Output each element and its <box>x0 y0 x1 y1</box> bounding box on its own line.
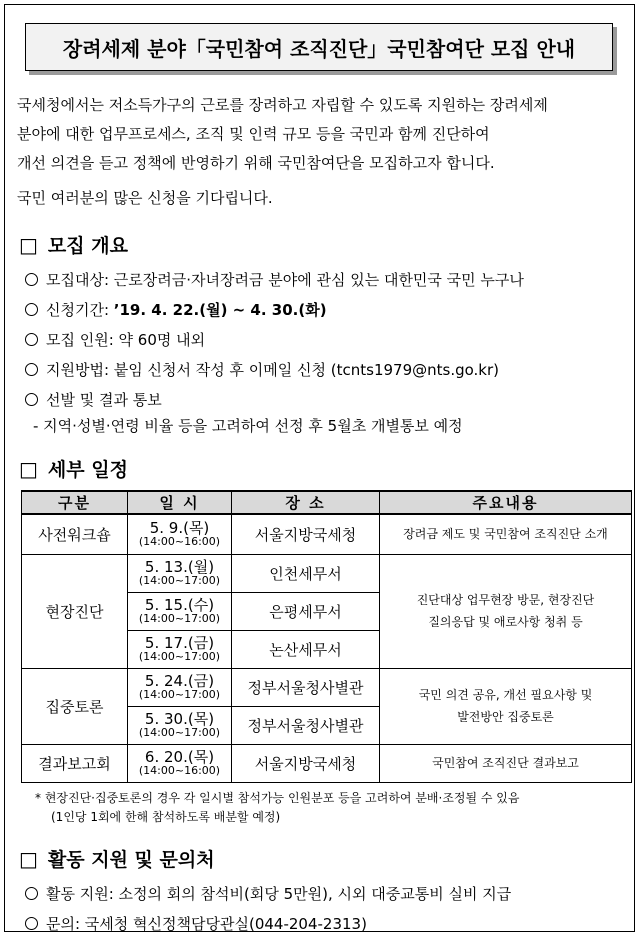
date-cell <box>128 744 232 782</box>
col-header: 장 소 <box>232 491 380 514</box>
circle-bullet-icon <box>25 917 38 930</box>
list-item <box>25 909 511 939</box>
content-line: 발전방안 집중토론 <box>457 710 554 724</box>
square-bullet-icon: □ <box>19 457 38 481</box>
content-cell: 장려금 제도 및 국민참여 조직진단 소개 <box>380 514 632 554</box>
circle-bullet-icon <box>25 303 38 316</box>
place-cell: 논산세무서 <box>232 630 380 668</box>
support-list <box>25 879 511 939</box>
content-cell: 국민참여 조직진단 결과보고 <box>380 744 632 782</box>
col-header: 일 시 <box>128 491 232 514</box>
date-text: 6. 20.(목) <box>144 748 215 766</box>
invite-text: 국민 여러분의 많은 신청을 기다립니다. <box>17 189 273 207</box>
time-text: (14:00~17:00) <box>138 612 221 625</box>
list-item-text: 모집 인원: 약 60명 내외 <box>46 331 206 349</box>
selection-note: - 지역·성별·연령 비율 등을 고려하여 선정 후 5월초 개별통보 예정 <box>33 417 463 435</box>
date-text: 5. 30.(목) <box>144 710 215 728</box>
date-cell <box>128 514 232 554</box>
content-line: 진단대상 업무현장 방문, 현장진단 <box>416 593 595 607</box>
note-line: * 현장진단·집중토론의 경우 각 일시별 참석가능 인원분포 등을 고려하여 분배·조정될 수 있음 <box>35 791 520 805</box>
apply-period-value: ’19. 4. 22.(월) ~ 4. 30.(화) <box>113 301 327 319</box>
col-header: 주요내용 <box>380 491 632 514</box>
place-cell: 인천세무서 <box>232 554 380 592</box>
time-text: (14:00~17:00) <box>138 726 221 739</box>
category-cell: 집중토론 <box>22 668 128 744</box>
date-cell <box>128 592 232 630</box>
intro-line: 개선 의견을 듣고 정책에 반영하기 위해 국민참여단을 모집하고자 합니다. <box>17 154 495 172</box>
section-heading-schedule <box>19 455 128 482</box>
place-cell: 은평세무서 <box>232 592 380 630</box>
circle-bullet-icon <box>25 363 38 376</box>
date-cell <box>128 668 232 706</box>
place-cell: 서울지방국세청 <box>232 514 380 554</box>
note-line: (1인당 1회에 한해 참석하도록 배분할 예정) <box>51 810 281 824</box>
date-text: 5. 9.(목) <box>149 519 210 538</box>
intro-paragraph <box>17 91 629 178</box>
list-item-text: 모집대상: 근로장려금·자녀장려금 분야에 관심 있는 대한민국 국민 누구나 <box>46 271 524 289</box>
date-cell <box>128 554 232 592</box>
schedule-note <box>35 789 520 827</box>
date-cell <box>128 706 232 744</box>
square-bullet-icon: □ <box>19 233 38 257</box>
date-cell <box>128 630 232 668</box>
circle-bullet-icon <box>25 887 38 900</box>
time-text: (14:00~17:00) <box>138 688 221 701</box>
schedule-table <box>21 490 632 783</box>
circle-bullet-icon <box>25 393 38 406</box>
list-item-text: 문의: 국세청 혁신정책담당관실(044-204-2313) <box>46 915 367 933</box>
table-row <box>22 668 632 706</box>
section-heading-text: 활동 지원 및 문의처 <box>47 849 215 871</box>
section-heading-support <box>19 845 215 872</box>
list-item-text: 활동 지원: 소정의 회의 참석비(회당 5만원), 시외 대중교통비 실비 지급 <box>46 885 512 903</box>
time-text: (14:00~17:00) <box>138 574 221 587</box>
time-text: (14:00~17:00) <box>138 650 221 663</box>
list-item-text: 지원방법: 붙임 신청서 작성 후 이메일 신청 (tcnts1979@nts.go.kr) <box>46 361 499 379</box>
list-item <box>25 295 524 325</box>
intro-line: 국세청에서는 저소득가구의 근로를 장려하고 자립할 수 있도록 지원하는 장려세제 <box>17 96 548 114</box>
place-cell: 정부서울청사별관 <box>232 706 380 744</box>
circle-bullet-icon <box>25 273 38 286</box>
list-item-label: 신청기간: <box>46 301 114 319</box>
list-item <box>25 325 524 355</box>
date-text: 5. 13.(월) <box>144 558 215 576</box>
intro-line: 분야에 대한 업무프로세스, 조직 및 인력 규모 등을 국민과 함께 진단하여 <box>17 125 490 143</box>
time-text: (14:00~16:00) <box>138 764 221 777</box>
table-row <box>22 744 632 782</box>
section-heading-text: 세부 일정 <box>47 459 128 481</box>
date-text: 5. 17.(금) <box>144 634 215 652</box>
category-cell: 현장진단 <box>22 554 128 668</box>
content-line: 국민 의견 공유, 개선 필요사항 및 <box>418 688 593 702</box>
list-item-text: 선발 및 결과 통보 <box>46 391 162 409</box>
content-cell <box>380 668 632 744</box>
list-item <box>25 385 524 415</box>
category-cell: 결과보고회 <box>22 744 128 782</box>
list-item <box>25 879 511 909</box>
section-heading-recruit <box>19 231 128 258</box>
recruit-list <box>25 265 524 415</box>
col-header: 구분 <box>22 491 128 514</box>
section-heading-text: 모집 개요 <box>47 235 128 257</box>
document-title: 장려세제 분야「국민참여 조직진단」국민참여단 모집 안내 <box>25 23 613 71</box>
table-row <box>22 554 632 592</box>
date-text: 5. 15.(수) <box>144 596 215 614</box>
document-page <box>4 4 635 932</box>
content-cell <box>380 554 632 668</box>
category-cell: 사전워크숍 <box>22 514 128 554</box>
time-text: (14:00~16:00) <box>138 535 221 549</box>
place-cell: 정부서울청사별관 <box>232 668 380 706</box>
date-text: 5. 24.(금) <box>144 672 215 690</box>
table-row <box>22 514 632 554</box>
content-line: 질의응답 및 애로사항 청취 등 <box>428 615 583 629</box>
place-cell: 서울지방국세청 <box>232 744 380 782</box>
list-item <box>25 355 524 385</box>
list-item <box>25 265 524 295</box>
square-bullet-icon: □ <box>19 847 38 871</box>
circle-bullet-icon <box>25 333 38 346</box>
